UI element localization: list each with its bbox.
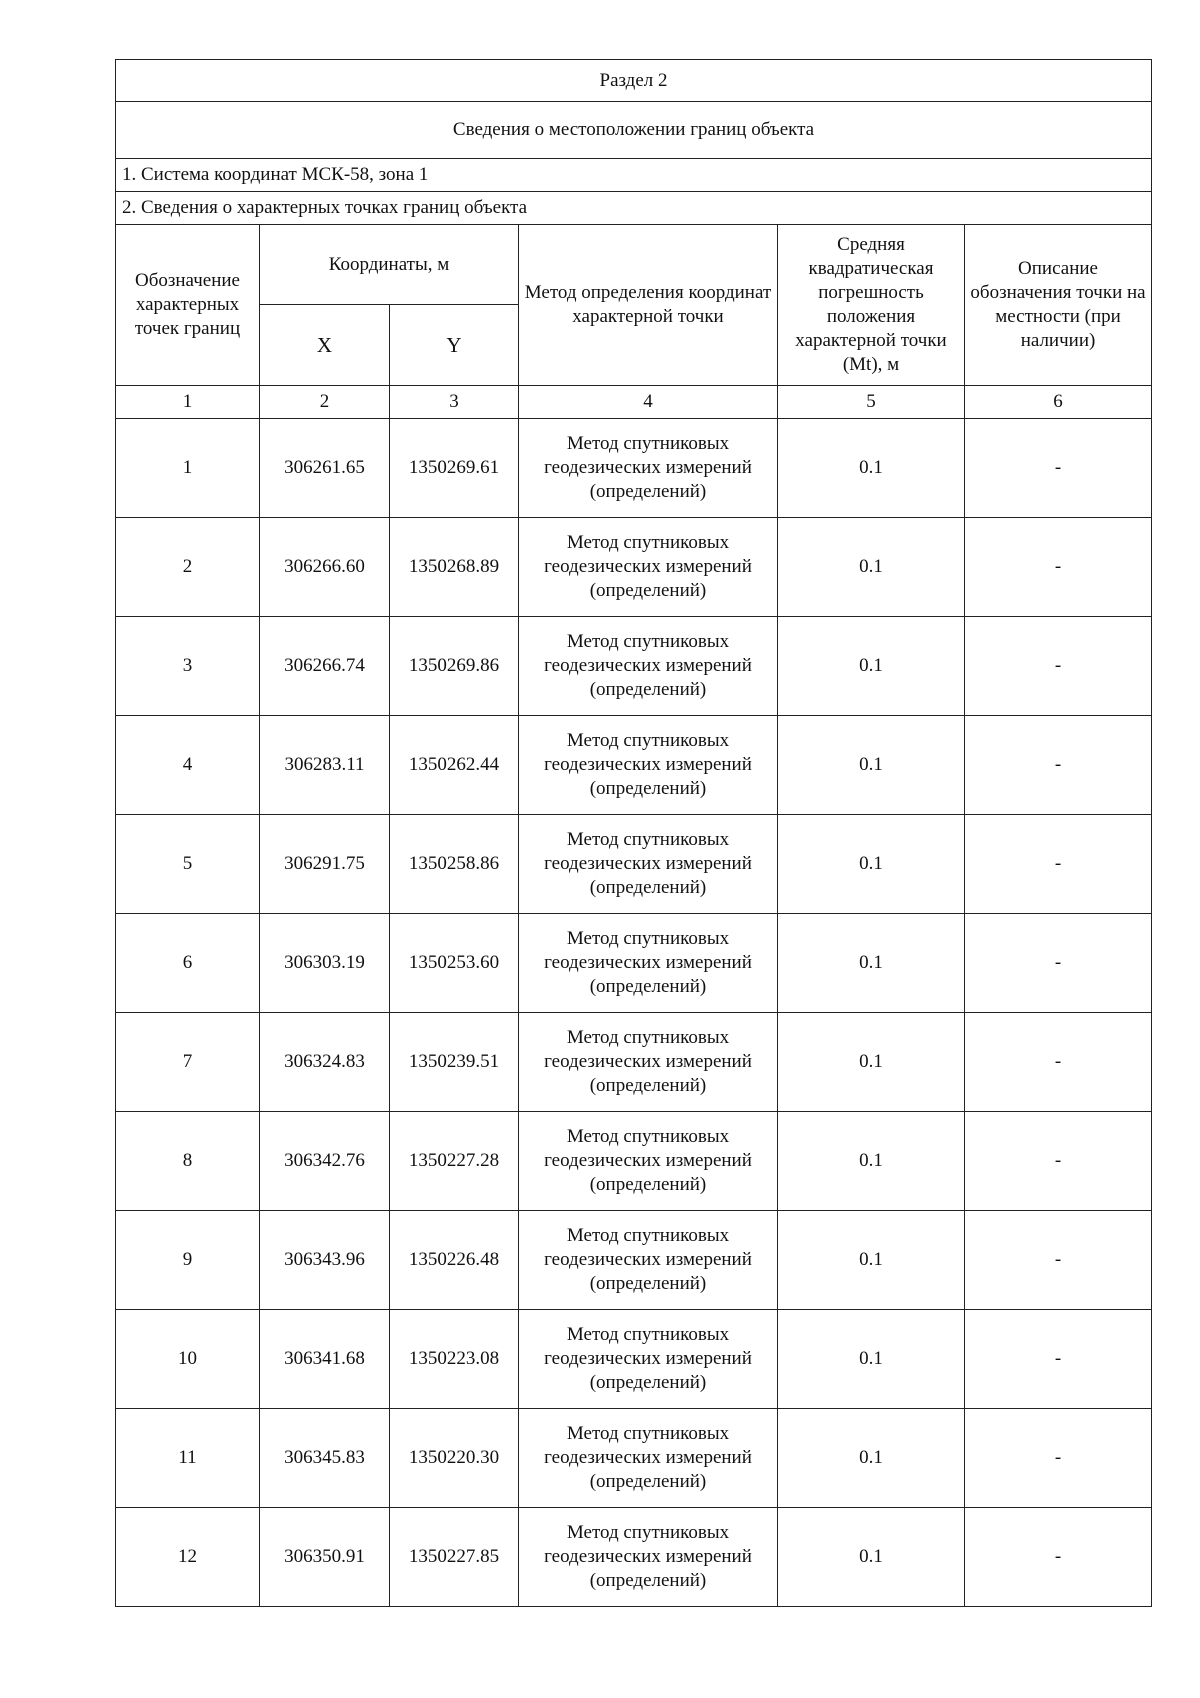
table-row (116, 716, 1152, 815)
point-x: 306266.74 (260, 617, 390, 716)
point-x: 306266.60 (260, 518, 390, 617)
point-description: - (965, 1508, 1152, 1607)
table-row (116, 518, 1152, 617)
point-y: 1350253.60 (390, 914, 519, 1013)
column-numbers-row (116, 386, 1152, 419)
point-y: 1350262.44 (390, 716, 519, 815)
point-error: 0.1 (778, 1409, 965, 1508)
header-x: X (260, 305, 390, 386)
point-y: 1350220.30 (390, 1409, 519, 1508)
point-method: Метод спутниковых геодезических измерений (определений) (519, 518, 778, 617)
point-description: - (965, 716, 1152, 815)
header-designation: Обозначение характерных точек границ (116, 225, 260, 386)
point-x: 306342.76 (260, 1112, 390, 1211)
point-description: - (965, 1310, 1152, 1409)
table-row (116, 1409, 1152, 1508)
point-y: 1350223.08 (390, 1310, 519, 1409)
table-row (116, 815, 1152, 914)
point-x: 306341.68 (260, 1310, 390, 1409)
section-row (116, 60, 1152, 102)
table-row (116, 1211, 1152, 1310)
point-method: Метод спутниковых геодезических измерений (определений) (519, 914, 778, 1013)
point-y: 1350227.85 (390, 1508, 519, 1607)
point-description: - (965, 815, 1152, 914)
point-number: 4 (116, 716, 260, 815)
table-row (116, 1310, 1152, 1409)
table-row (116, 419, 1152, 518)
table-row (116, 1112, 1152, 1211)
point-method: Метод спутниковых геодезических измерений (определений) (519, 419, 778, 518)
point-description: - (965, 1211, 1152, 1310)
section-title: Раздел 2 (116, 60, 1152, 102)
point-error: 0.1 (778, 1310, 965, 1409)
point-x: 306291.75 (260, 815, 390, 914)
point-number: 3 (116, 617, 260, 716)
header-row-top (116, 225, 1152, 305)
point-x: 306261.65 (260, 419, 390, 518)
point-description: - (965, 518, 1152, 617)
point-description: - (965, 419, 1152, 518)
document-page (115, 59, 1151, 1607)
column-number: 2 (260, 386, 390, 419)
point-x: 306350.91 (260, 1508, 390, 1607)
table-row (116, 617, 1152, 716)
column-number: 3 (390, 386, 519, 419)
point-error: 0.1 (778, 617, 965, 716)
point-y: 1350227.28 (390, 1112, 519, 1211)
point-y: 1350258.86 (390, 815, 519, 914)
points-heading-text: 2. Сведения о характерных точках границ объекта (116, 192, 1152, 225)
point-description: - (965, 617, 1152, 716)
point-error: 0.1 (778, 419, 965, 518)
point-number: 5 (116, 815, 260, 914)
document-title: Сведения о местоположении границ объекта (116, 102, 1152, 159)
point-method: Метод спутниковых геодезических измерений (определений) (519, 815, 778, 914)
column-number: 5 (778, 386, 965, 419)
point-method: Метод спутниковых геодезических измерений (определений) (519, 1112, 778, 1211)
point-x: 306303.19 (260, 914, 390, 1013)
point-method: Метод спутниковых геодезических измерений (определений) (519, 617, 778, 716)
point-description: - (965, 1013, 1152, 1112)
point-number: 7 (116, 1013, 260, 1112)
point-x: 306283.11 (260, 716, 390, 815)
point-x: 306345.83 (260, 1409, 390, 1508)
point-number: 1 (116, 419, 260, 518)
coord-system-row (116, 159, 1152, 192)
points-heading-row (116, 192, 1152, 225)
point-x: 306343.96 (260, 1211, 390, 1310)
point-number: 10 (116, 1310, 260, 1409)
point-method: Метод спутниковых геодезических измерений (определений) (519, 1310, 778, 1409)
boundary-points-table (115, 59, 1152, 1607)
point-method: Метод спутниковых геодезических измерений (определений) (519, 1508, 778, 1607)
header-error: Средняя квадратическая погрешность положения характерной точки (Mt), м (778, 225, 965, 386)
point-y: 1350239.51 (390, 1013, 519, 1112)
column-number: 1 (116, 386, 260, 419)
point-number: 11 (116, 1409, 260, 1508)
header-method: Метод определения координат характерной точки (519, 225, 778, 386)
header-description: Описание обозначения точки на местности (при наличии) (965, 225, 1152, 386)
point-method: Метод спутниковых геодезических измерений (определений) (519, 1211, 778, 1310)
point-description: - (965, 914, 1152, 1013)
point-y: 1350268.89 (390, 518, 519, 617)
point-error: 0.1 (778, 716, 965, 815)
point-description: - (965, 1112, 1152, 1211)
point-error: 0.1 (778, 1508, 965, 1607)
point-method: Метод спутниковых геодезических измерений (определений) (519, 716, 778, 815)
point-y: 1350269.61 (390, 419, 519, 518)
point-method: Метод спутниковых геодезических измерений (определений) (519, 1013, 778, 1112)
point-error: 0.1 (778, 1013, 965, 1112)
point-y: 1350269.86 (390, 617, 519, 716)
point-number: 8 (116, 1112, 260, 1211)
table-row (116, 914, 1152, 1013)
column-number: 4 (519, 386, 778, 419)
point-y: 1350226.48 (390, 1211, 519, 1310)
points-table-body (116, 419, 1152, 1607)
header-y: Y (390, 305, 519, 386)
point-error: 0.1 (778, 914, 965, 1013)
point-error: 0.1 (778, 815, 965, 914)
table-row (116, 1508, 1152, 1607)
table-row (116, 1013, 1152, 1112)
point-method: Метод спутниковых геодезических измерений (определений) (519, 1409, 778, 1508)
coordinate-system-text: 1. Система координат МСК-58, зона 1 (116, 159, 1152, 192)
point-description: - (965, 1409, 1152, 1508)
column-number: 6 (965, 386, 1152, 419)
point-error: 0.1 (778, 1112, 965, 1211)
point-x: 306324.83 (260, 1013, 390, 1112)
point-number: 9 (116, 1211, 260, 1310)
point-number: 12 (116, 1508, 260, 1607)
point-number: 2 (116, 518, 260, 617)
point-number: 6 (116, 914, 260, 1013)
header-coordinates: Координаты, м (260, 225, 519, 305)
point-error: 0.1 (778, 518, 965, 617)
point-error: 0.1 (778, 1211, 965, 1310)
title-row (116, 102, 1152, 159)
